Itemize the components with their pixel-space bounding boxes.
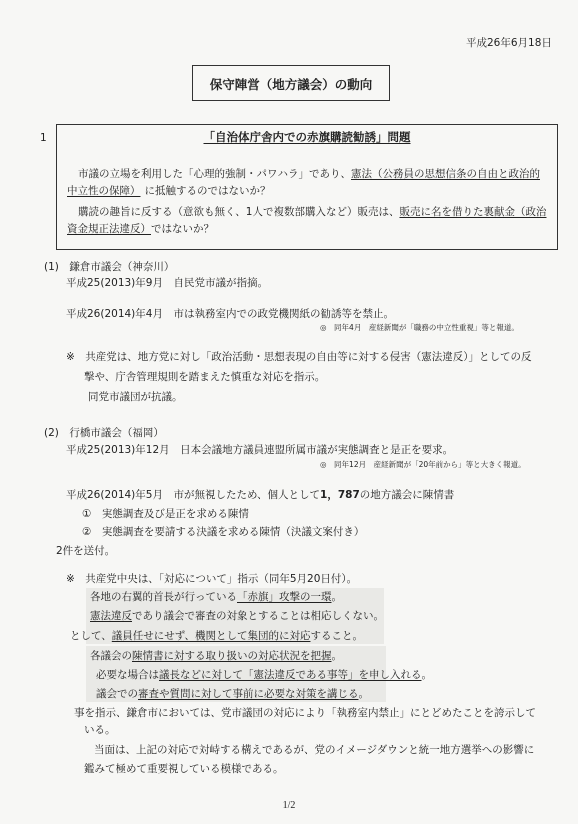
r4-underline: 陳情書に対する取り扱いの対応状況を把握 <box>132 650 332 662</box>
yukuhashi-line-2 <box>66 488 454 502</box>
remark-line-6 <box>96 687 369 701</box>
r3-text: として、 <box>70 630 112 642</box>
r3-end: すること。 <box>310 630 363 642</box>
remark-line-5 <box>96 668 432 682</box>
r5-underline: 議長などに対して「憲法違反である事等」を申し入れる <box>159 669 422 681</box>
document-date: 平成26年6月18日 <box>466 37 552 49</box>
remark-line-8: いる。 <box>84 724 116 736</box>
summary-paragraph-2-cont <box>67 222 214 236</box>
page-title: 保守陣営（地方議会）の動向 <box>209 77 373 92</box>
p2-underline: 販売に名を借りた裏献金（政治 <box>399 206 547 218</box>
line2-text-a: 平成26(2014)年5月 市が無視したため、個人として <box>66 489 321 501</box>
kamakura-heading: (1) 鎌倉市議会（神奈川） <box>44 261 175 273</box>
r1-end: 。 <box>331 591 342 603</box>
r6-text: 議会での <box>96 688 138 700</box>
r4-text: 各議会の <box>90 650 132 662</box>
p1-underline: 憲法（公務員の思想信条の自由と政治的 <box>351 168 540 180</box>
p1-text-2: に抵触するのではないか？ <box>144 185 271 197</box>
yukuhashi-heading: (2) 行橋市議会（福岡） <box>44 427 164 439</box>
remark-line-9: 当面は、上記の対応で対峙する構えであるが、党のイメージダウンと統一地方選挙への影響に <box>94 744 535 756</box>
r1-underline: 「赤旗」攻撃の一環 <box>237 591 332 603</box>
remark-line-1 <box>90 590 342 604</box>
petition-sent: 2件を送付。 <box>56 545 116 557</box>
remark-intro: ※ 共産党中央は、「対応について」指示（同年5月20日付）。 <box>66 573 358 585</box>
kamakura-remark-2: 撃や、庁舎管理規則を踏まえた慎重な対応を指示。 <box>84 371 326 383</box>
remark-line-10: 鑑みて極めて重要視している模様である。 <box>84 763 284 775</box>
yukuhashi-press-note: ◎ 同年12月 産経新聞が「20年前から」等と大きく報道。 <box>320 460 526 469</box>
kamakura-line-2: 平成26(2014)年4月 市は執務室内での政党機関紙の勧誘等を禁止。 <box>66 308 394 320</box>
petition-item-1: ① 実態調査及び是正を求める陳情 <box>82 508 249 520</box>
remark-line-2 <box>90 609 384 623</box>
summary-paragraph-2 <box>78 205 546 219</box>
remark-line-7: 事を指示、鎌倉市においては、党市議団の対応により「執務室内禁止」にとどめたことを誇示して <box>74 707 536 719</box>
section-heading-text: 「自治体庁舎内での赤旗購読勧誘」問題 <box>203 130 411 144</box>
section-heading <box>56 129 558 145</box>
r1-text: 各地の右翼的首長が行っている <box>90 591 237 603</box>
r6-end: 。 <box>358 688 369 700</box>
r3-underline: 議員任せにせず、機関として集団的に対応 <box>111 630 311 642</box>
petition-item-2: ② 実態調査を要請する決議を求める陳情（決議文案付き） <box>82 526 365 538</box>
remark-line-4 <box>90 649 342 663</box>
p1-underline-2: 中立性の保障） <box>67 185 141 197</box>
yukuhashi-line-1: 平成25(2013)年12月 日本会議地方議員連盟所属市議が実態調査と是正を要求。 <box>66 444 454 456</box>
r6-underline: 審査や質問に対して事前に必要な対策を講じる <box>138 688 359 700</box>
kamakura-remark-3: 同党市議団が抗議。 <box>88 391 183 403</box>
r2-underline: 憲法違反 <box>90 610 132 622</box>
r5-text: 必要な場合は <box>96 669 159 681</box>
r2-text: であり議会で審査の対象とすることは相応しくない。 <box>132 610 384 622</box>
kamakura-press-note: ◎ 同年4月 産経新聞が「職務の中立性重視」等と報道。 <box>320 323 519 332</box>
summary-paragraph-1-cont <box>67 184 271 198</box>
section-number: 1 <box>40 132 47 144</box>
p2-underline-2: 資金規正法違反） <box>67 223 151 235</box>
page-number: 1/2 <box>282 800 296 811</box>
p2-text: 購読の趣旨に反する（意欲も無く、1人で複数部購入など）販売は、 <box>78 206 400 218</box>
line2-text-c: の地方議会に陳情書 <box>359 489 455 501</box>
kamakura-line-1: 平成25(2013)年9月 自民党市議が指摘。 <box>66 277 268 289</box>
council-count: 1，787 <box>320 489 360 501</box>
kamakura-remark-1: ※ 共産党は、地方党に対し「政治活動・思想表現の自由等に対する侵害（憲法違反）」としての反 <box>66 351 532 363</box>
r5-end: 。 <box>421 669 432 681</box>
r4-end: 。 <box>331 650 342 662</box>
p2-text-2: ではないか？ <box>151 223 214 235</box>
remark-line-3 <box>70 629 363 643</box>
p1-text: 市議の立場を利用した「心理的強制・パワハラ」であり、 <box>78 168 351 180</box>
summary-paragraph-1 <box>78 167 540 181</box>
